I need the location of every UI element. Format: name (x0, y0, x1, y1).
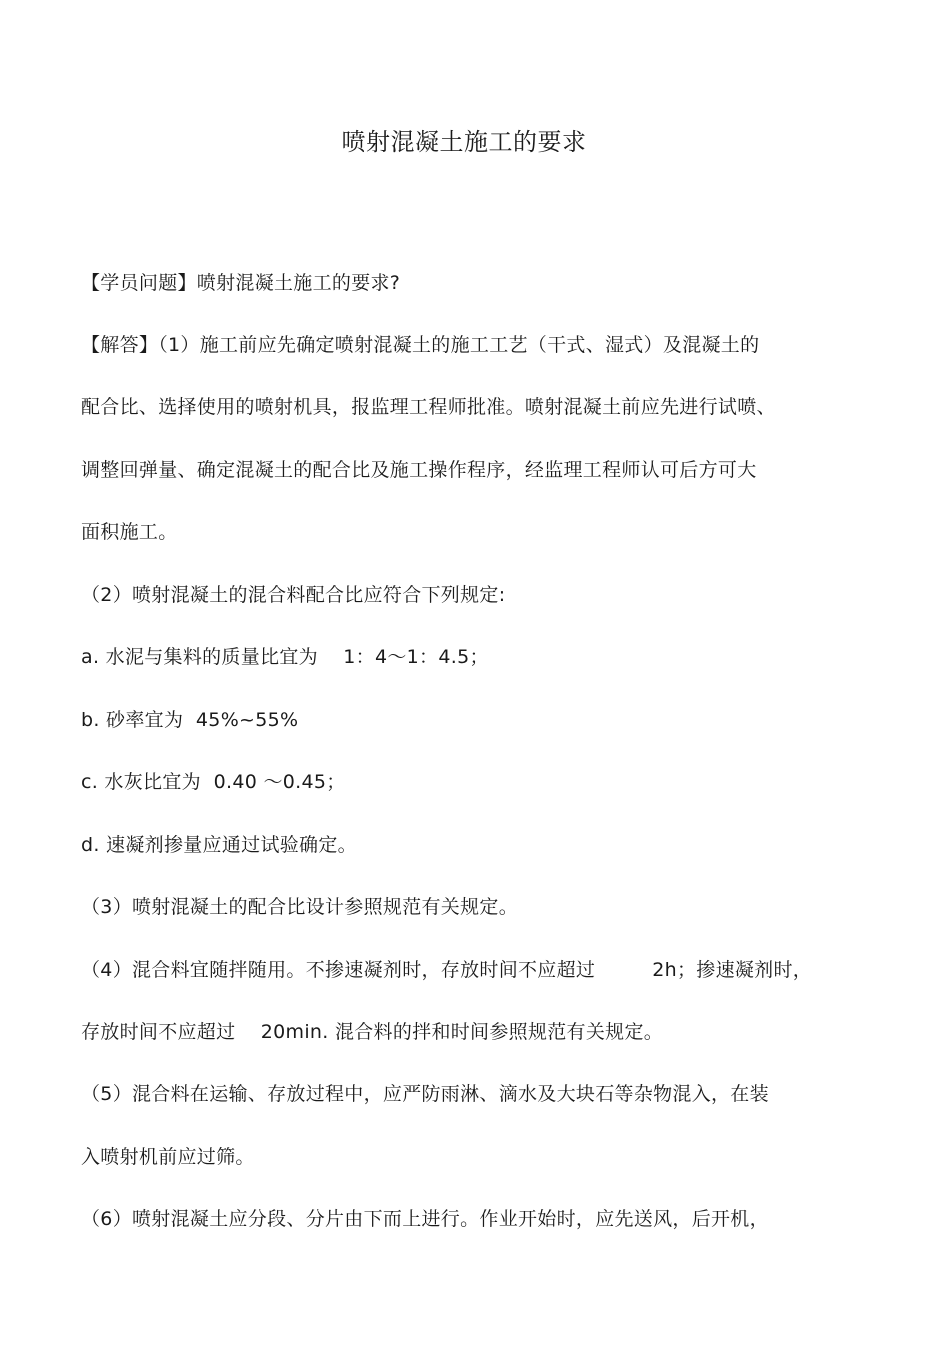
answer-line: 存放时间不应超过 20min. 混合料的拌和时间参照规范有关规定。 (81, 1021, 664, 1043)
question-line: 【学员问题】喷射混凝土施工的要求? (81, 272, 401, 294)
answer-line: （6）喷射混凝土应分段、分片由下而上进行。作业开始时，应先送风，后开机， (81, 1208, 769, 1230)
answer-line: （5）混合料在运输、存放过程中，应严防雨淋、滴水及大块石等杂物混入，在装 (81, 1083, 769, 1105)
answer-line: （2）喷射混凝土的混合料配合比应符合下列规定: (81, 584, 506, 606)
answer-line: 【解答】（1）施工前应先确定喷射混凝土的施工工艺（干式、湿式）及混凝土的 (81, 334, 760, 356)
answer-line: 入喷射机前应过筛。 (81, 1146, 255, 1168)
list-item: c. 水灰比宜为 0.40 ～0.45； (81, 771, 346, 793)
list-item: d. 速凝剂掺量应通过试验确定。 (81, 834, 357, 856)
answer-line: 调整回弹量、确定混凝土的配合比及施工操作程序，经监理工程师认可后方可大 (81, 459, 757, 481)
list-item: b. 砂率宜为 45%~55% (81, 709, 299, 731)
page-title: 喷射混凝土施工的要求 (341, 128, 587, 156)
answer-line: 配合比、选择使用的喷射机具，报监理工程师批准。喷射混凝土前应先进行试喷、 (81, 396, 776, 418)
answer-line: 面积施工。 (81, 521, 178, 543)
answer-line: （4）混合料宜随拌随用。不掺速凝剂时，存放时间不应超过 2h；掺速凝剂时， (81, 959, 813, 981)
list-item: a. 水泥与集料的质量比宜为 1：4～1：4.5； (81, 646, 489, 668)
answer-line: （3）喷射混凝土的配合比设计参照规范有关规定。 (81, 896, 518, 918)
